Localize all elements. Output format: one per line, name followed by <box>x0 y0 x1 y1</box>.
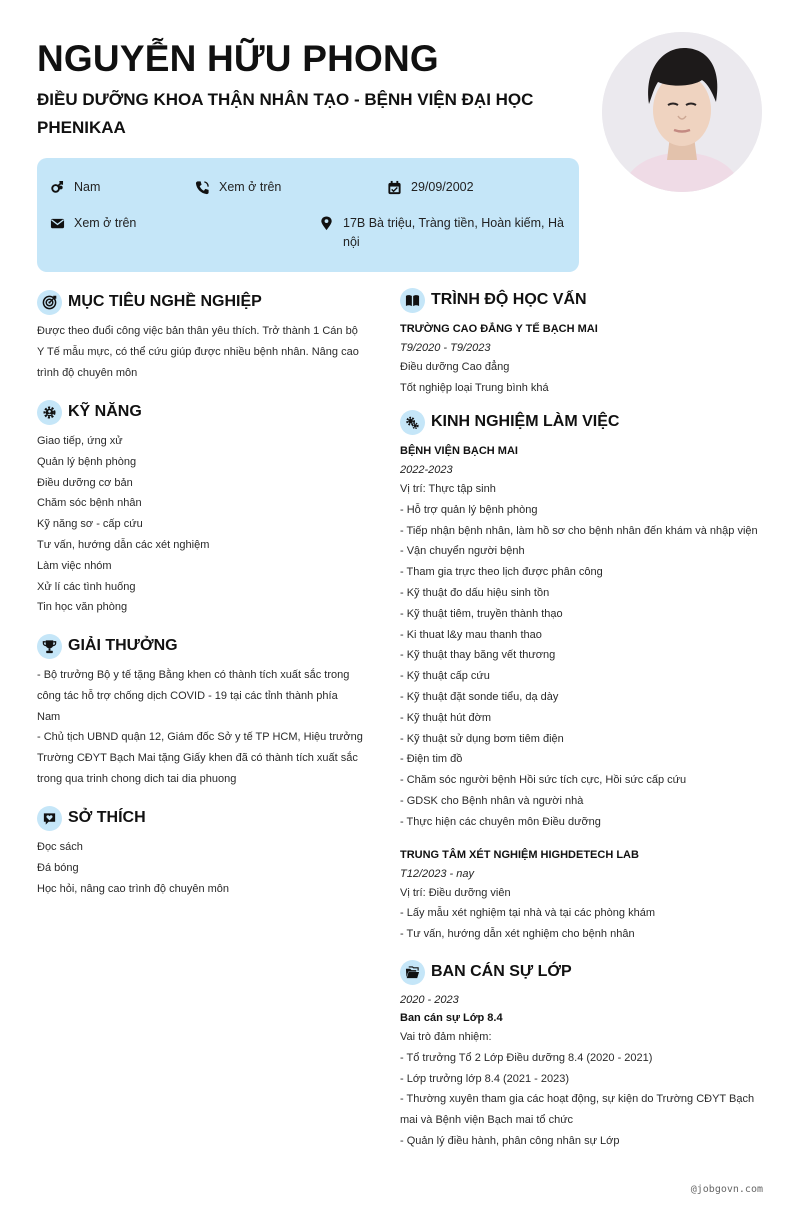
award-line: công tác hỗ trợ chống dịch COVID - 19 tại các tỉnh thành phía <box>37 689 338 702</box>
skill-item: Giao tiếp, ứng xử <box>37 435 123 447</box>
job-line: - Thực hiện các chuyên môn Điều dưỡng <box>400 815 601 828</box>
job-line: - Tư vấn, hướng dẫn xét nghiệm cho bệnh nhân <box>400 928 635 941</box>
skills-section <box>37 398 367 618</box>
hobbies-title: SỞ THÍCH <box>68 809 146 826</box>
skill-item: Tin học văn phòng <box>37 601 128 614</box>
experience-title: KINH NGHIỆM LÀM VIỆC <box>431 413 620 430</box>
activity-period: 2020 - 2023 <box>400 994 459 1006</box>
award-line: trong qua trinh chong dich tai dia phuong <box>37 772 237 785</box>
award-line: Trường CĐYT Bạch Mai tặng Giấy khen đã có thành tích xuất sắc <box>37 752 358 765</box>
objective-line: Được theo đuổi công việc bản thân yêu thích. Trở thành 1 Cán bộ <box>37 325 358 337</box>
activity-line: mai và Bệnh viện Bạch mai tổ chức <box>400 1114 574 1127</box>
award-line: - Bộ trưởng Bộ y tế tặng Bằng khen có thành tích xuất sắc trong <box>37 669 350 681</box>
activity-line: Vai trò đảm nhiệm: <box>400 1031 492 1043</box>
school-name: TRƯỜNG CAO ĐẲNG Y TẾ BẠCH MAI <box>400 323 598 335</box>
hobby-item: Đọc sách <box>37 841 83 853</box>
gender-value: Nam <box>74 180 101 194</box>
book-icon <box>400 288 425 313</box>
objective-line: Y Tế mẫu mực, có thể cứu giúp được nhiều bệnh nhân. Nâng cao <box>37 345 359 358</box>
award-line: - Chủ tịch UBND quận 12, Giám đốc Sở y tế TP HCM, Hiệu trưởng <box>37 731 363 744</box>
skill-item: Chăm sóc bệnh nhân <box>37 497 142 510</box>
company-name: BỆNH VIỆN BẠCH MAI <box>400 445 518 457</box>
phone-value: Xem ở trên <box>219 180 282 194</box>
address-info <box>317 214 567 252</box>
heart-chat-icon <box>37 806 62 831</box>
gender-icon <box>48 178 66 196</box>
hobbies-section <box>37 804 367 899</box>
job-line: - Kỹ thuật thay băng vết thương <box>400 649 556 662</box>
email-icon <box>48 214 66 232</box>
award-line: Nam <box>37 710 61 723</box>
education-line: Tốt nghiệp loại Trung bình khá <box>400 381 549 394</box>
phone-info <box>193 178 281 197</box>
skill-item: Làm việc nhóm <box>37 559 112 572</box>
education-section <box>400 286 765 399</box>
candidate-name: NGUYỄN HỮU PHONG <box>37 38 439 79</box>
birthday-value: 29/09/2002 <box>411 180 474 194</box>
address-value: 17B Bà triệu, Tràng tiền, Hoàn kiếm, Hà nội <box>343 216 564 249</box>
email-value: Xem ở trên <box>74 216 137 230</box>
job-line: - Kỹ thuật đo dấu hiệu sinh tồn <box>400 586 550 599</box>
skills-gear-icon <box>37 400 62 425</box>
job-period: 2022-2023 <box>400 464 453 476</box>
trophy-icon <box>37 634 62 659</box>
company-name: TRUNG TÂM XÉT NGHIỆM HIGHDETECH LAB <box>400 848 639 861</box>
awards-title: GIẢI THƯỞNG <box>68 637 178 654</box>
avatar <box>602 32 762 192</box>
objective-section <box>37 288 367 383</box>
job-line: - Chăm sóc người bệnh Hồi sức tích cực, Hồi sức cấp cứu <box>400 774 687 787</box>
job-line: - Điện tim đồ <box>400 753 463 766</box>
job-line: - Vận chuyển người bệnh <box>400 545 525 558</box>
education-title: TRÌNH ĐỘ HỌC VẤN <box>431 291 587 308</box>
education-line: Điều dưỡng Cao đẳng <box>400 361 510 373</box>
skill-item: Kỹ năng sơ - cấp cứu <box>37 518 143 531</box>
activity-line: - Lớp trưởng lớp 8.4 (2021 - 2023) <box>400 1072 570 1085</box>
skills-title: KỸ NĂNG <box>68 403 142 420</box>
job-line: - Kỹ thuật cấp cứu <box>400 670 490 683</box>
job-line: - Kỹ thuật đặt sonde tiểu, dạ dày <box>400 690 559 703</box>
job-line: - Kỹ thuật hút đờm <box>400 711 491 724</box>
phone-icon <box>193 178 211 196</box>
skill-item: Xử lí các tình huống <box>37 580 136 593</box>
activities-title: BAN CÁN SỰ LỚP <box>431 963 572 980</box>
activities-section <box>400 958 765 1152</box>
job-line: - Ki thuat l&y mau thanh thao <box>400 628 542 641</box>
hobby-item: Đá bóng <box>37 861 79 874</box>
job-line: - GDSK cho Bệnh nhân và người nhà <box>400 794 584 807</box>
activity-line: - Quản lý điều hành, phân công nhân sự Lớp <box>400 1134 620 1147</box>
folders-icon <box>400 960 425 985</box>
portrait-photo-icon <box>602 32 762 192</box>
job-line: Vị trí: Điều dưỡng viên <box>400 886 511 899</box>
job-title: ĐIỀU DƯỠNG KHOA THẬN NHÂN TẠO - BỆNH VIỆN ĐẠI HỌC PHENIKAA <box>37 90 534 137</box>
activity-role: Ban cán sự Lớp 8.4 <box>400 1012 503 1024</box>
objective-title: MỤC TIÊU NGHỀ NGHIỆP <box>68 293 262 310</box>
awards-section <box>37 632 367 790</box>
calendar-icon <box>385 178 403 196</box>
job-line: - Tham gia trực theo lịch được phân công <box>400 566 603 579</box>
job-line: - Tiếp nhận bệnh nhân, làm hồ sơ cho bệnh nhân đến khám và nhập viện <box>400 524 758 537</box>
hobby-item: Học hỏi, nâng cao trình độ chuyên môn <box>37 882 230 895</box>
objective-line: trình độ chuyên môn <box>37 366 138 379</box>
skill-item: Quản lý bệnh phòng <box>37 455 137 468</box>
job-line: - Lấy mẫu xét nghiệm tại nhà và tại các phòng khám <box>400 907 655 920</box>
watermark: @jobgovn.com <box>690 1184 763 1195</box>
gender-info <box>48 178 100 197</box>
activity-line: - Thường xuyên tham gia các hoạt động, sự kiện do Trường CĐYT Bạch <box>400 1093 755 1106</box>
activity-line: - Tổ trưởng Tổ 2 Lớp Điều dưỡng 8.4 (2020 - 2021) <box>400 1051 653 1064</box>
location-pin-icon <box>317 214 335 232</box>
education-period: T9/2020 - T9/2023 <box>400 342 491 354</box>
experience-section <box>400 408 765 945</box>
job-line: Vị trí: Thực tập sinh <box>400 483 496 495</box>
gears-icon <box>400 410 425 435</box>
birthday-info <box>385 178 474 197</box>
email-info <box>48 214 136 233</box>
skill-item: Điều dưỡng cơ bản <box>37 476 133 489</box>
skill-item: Tư vấn, hướng dẫn các xét nghiệm <box>37 538 210 551</box>
job-line: - Kỹ thuật tiêm, truyền thành thạo <box>400 607 563 620</box>
job-period: T12/2023 - nay <box>400 867 474 880</box>
job-line: - Hỗ trợ quản lý bệnh phòng <box>400 503 538 516</box>
job-line: - Kỹ thuật sử dụng bơm tiêm điện <box>400 732 564 745</box>
target-icon <box>37 290 62 315</box>
